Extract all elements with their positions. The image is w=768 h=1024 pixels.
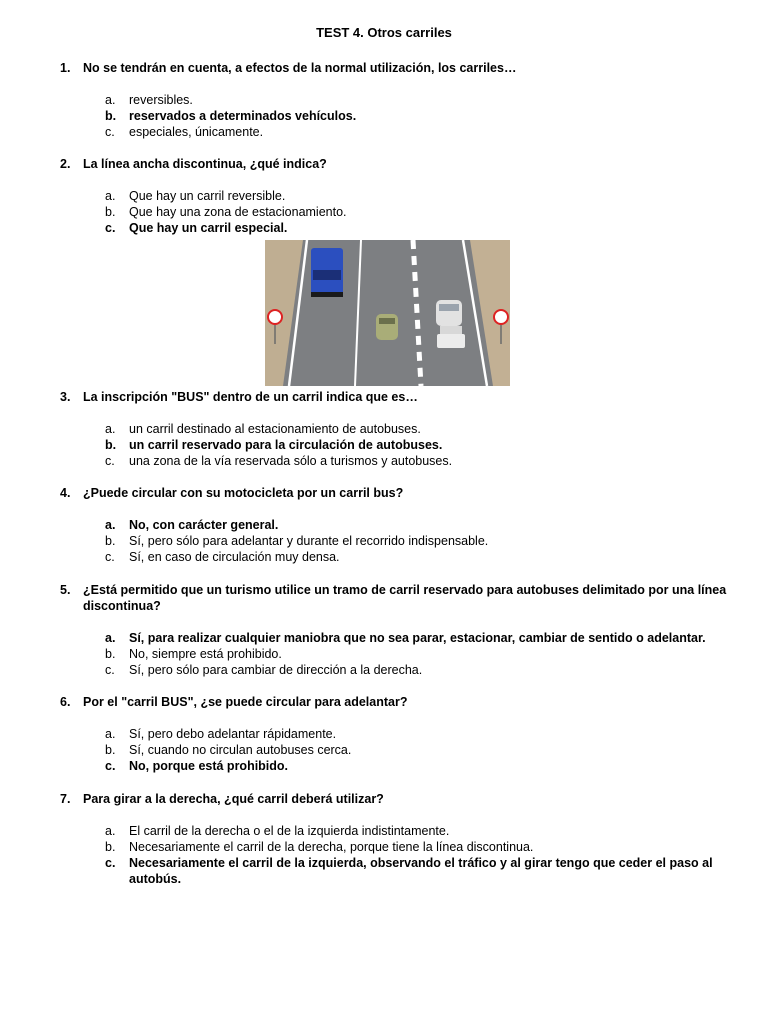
question-text: La línea ancha discontinua, ¿qué indica? xyxy=(83,157,327,171)
option-2b xyxy=(105,204,735,220)
option-1a xyxy=(105,92,735,108)
option-text: Sí, en caso de circulación muy densa. xyxy=(129,550,340,564)
option-3b xyxy=(105,437,735,453)
option-letter: b. xyxy=(105,743,116,757)
option-text: Sí, para realizar cualquier maniobra que no sea parar, estacionar, cambiar de sentido o adelantar. xyxy=(129,631,706,645)
truck xyxy=(437,326,465,348)
option-4a xyxy=(105,517,735,533)
question-number: 1. xyxy=(60,61,71,75)
option-5a xyxy=(105,630,735,646)
option-text: Necesariamente el carril de la izquierda, observando el tráfico y al girar tengo que ceder el paso al autobús. xyxy=(129,856,713,886)
option-text: Sí, pero sólo para cambiar de dirección a la derecha. xyxy=(129,663,423,677)
option-letter: b. xyxy=(105,438,117,452)
option-letter: c. xyxy=(105,550,115,564)
options-list-4 xyxy=(105,517,735,565)
option-3c xyxy=(105,453,735,469)
option-text: No, siempre está prohibido. xyxy=(129,647,282,661)
question-text: Por el "carril BUS", ¿se puede circular para adelantar? xyxy=(83,695,408,709)
road-illustration xyxy=(265,240,510,386)
option-5c xyxy=(105,662,735,678)
question-4 xyxy=(60,485,740,501)
option-2c xyxy=(105,220,735,236)
page-title: TEST 4. Otros carriles xyxy=(316,25,452,40)
option-letter: a. xyxy=(105,93,116,107)
question-number: 2. xyxy=(60,157,71,171)
question-number: 5. xyxy=(60,583,71,597)
option-6b xyxy=(105,742,735,758)
option-text: un carril destinado al estacionamiento de autobuses. xyxy=(129,422,421,436)
option-text: No, con carácter general. xyxy=(129,518,279,532)
option-7c xyxy=(105,855,735,887)
options-list-3 xyxy=(105,421,735,469)
option-letter: a. xyxy=(105,422,116,436)
option-text: reservados a determinados vehículos. xyxy=(129,109,357,123)
option-letter: b. xyxy=(105,534,116,548)
option-letter: c. xyxy=(105,759,116,773)
option-text: Sí, pero debo adelantar rápidamente. xyxy=(129,727,337,741)
option-letter: b. xyxy=(105,840,116,854)
options-list-2 xyxy=(105,188,735,236)
option-7a xyxy=(105,823,735,839)
option-text: Que hay una zona de estacionamiento. xyxy=(129,205,347,219)
option-6a xyxy=(105,726,735,742)
options-list-5 xyxy=(105,630,735,678)
option-text: Sí, pero sólo para adelantar y durante el recorrido indispensable. xyxy=(129,534,489,548)
white-car xyxy=(436,300,462,326)
question-number: 4. xyxy=(60,486,71,500)
question-text: ¿Puede circular con su motocicleta por un carril bus? xyxy=(83,486,404,500)
option-text: Que hay un carril reversible. xyxy=(129,189,286,203)
question-text: No se tendrán en cuenta, a efectos de la normal utilización, los carriles… xyxy=(83,61,517,75)
option-letter: b. xyxy=(105,647,116,661)
blue-van xyxy=(311,248,343,297)
question-number: 6. xyxy=(60,695,71,709)
option-1c xyxy=(105,124,735,140)
option-letter: c. xyxy=(105,856,116,870)
option-letter: c. xyxy=(105,454,115,468)
question-2 xyxy=(60,156,740,172)
option-letter: a. xyxy=(105,518,116,532)
option-letter: a. xyxy=(105,824,116,838)
option-text: El carril de la derecha o el de la izquierda indistintamente. xyxy=(129,824,450,838)
options-list-6 xyxy=(105,726,735,774)
options-list-1 xyxy=(105,92,735,140)
question-3 xyxy=(60,389,740,405)
question-number: 3. xyxy=(60,390,71,404)
question-text: ¿Está permitido que un turismo utilice un tramo de carril reservado para autobuses delimitado por una línea discontinua? xyxy=(83,583,727,613)
option-4c xyxy=(105,549,735,565)
option-text: reversibles. xyxy=(129,93,193,107)
option-7b xyxy=(105,839,735,855)
option-text: especiales, únicamente. xyxy=(129,125,264,139)
question-7 xyxy=(60,791,740,807)
option-letter: a. xyxy=(105,189,116,203)
option-text: un carril reservado para la circulación de autobuses. xyxy=(129,438,443,452)
option-letter: b. xyxy=(105,205,116,219)
question-text: La inscripción "BUS" dentro de un carril indica que es… xyxy=(83,390,418,404)
option-5b xyxy=(105,646,735,662)
options-list-7 xyxy=(105,823,735,887)
option-3a xyxy=(105,421,735,437)
option-letter: a. xyxy=(105,631,116,645)
question-number: 7. xyxy=(60,792,71,806)
option-text: No, porque está prohibido. xyxy=(129,759,289,773)
option-letter: c. xyxy=(105,125,115,139)
option-letter: c. xyxy=(105,221,116,235)
option-2a xyxy=(105,188,735,204)
option-letter: b. xyxy=(105,109,117,123)
question-5 xyxy=(60,582,740,614)
green-car xyxy=(376,314,398,340)
option-text: Sí, cuando no circulan autobuses cerca. xyxy=(129,743,352,757)
question-text: Para girar a la derecha, ¿qué carril deberá utilizar? xyxy=(83,792,384,806)
option-text: Necesariamente el carril de la derecha, porque tiene la línea discontinua. xyxy=(129,840,534,854)
option-text: Que hay un carril especial. xyxy=(129,221,288,235)
question-6 xyxy=(60,694,740,710)
option-6c xyxy=(105,758,735,774)
option-4b xyxy=(105,533,735,549)
question-1 xyxy=(60,60,740,76)
option-letter: a. xyxy=(105,727,116,741)
option-text: una zona de la vía reservada sólo a turismos y autobuses. xyxy=(129,454,453,468)
option-1b xyxy=(105,108,735,124)
option-letter: c. xyxy=(105,663,115,677)
